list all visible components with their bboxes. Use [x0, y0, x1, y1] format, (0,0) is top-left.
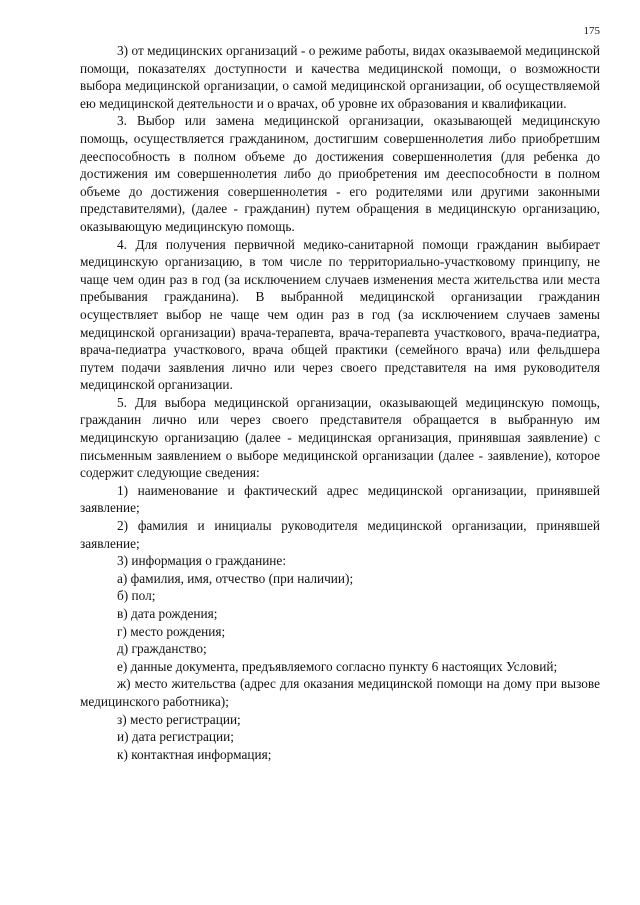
- list-item-g: г) место рождения;: [117, 623, 226, 639]
- list-item-b: б) пол;: [117, 588, 156, 604]
- list-item-1: 1) наименование и фактический адрес медицинской организации, принявшей заявление;: [80, 482, 600, 516]
- paragraph-section-5: 5. Для выбора медицинской организации, оказывающей медицинскую помощь, гражданин лично или через своего представителя обращается в выбранную им медицинскую организацию (далее - медицинская организация, принявшая заявление) с письменным заявлением о выборе медицинской организации (далее - заявление), которое содержит следующие сведения:: [80, 394, 600, 481]
- list-item-zh: ж) место жительства (адрес для оказания медицинской помощи на дому при вызове медицинского работника);: [80, 676, 600, 709]
- paragraph-info-item-3: 3) от медицинских организаций - о режиме работы, видах оказываемой медицинской помощи, показателях доступности и качества медицинской помощи, о возможности выбора медицинской организации, о самой медицинской организации, об осуществляемой ею медицинской деятельности и о врачах, об уровне их образования и квалификации.: [80, 43, 600, 111]
- page-number: 175: [583, 25, 600, 37]
- list-item-e: е) данные документа, предъявляемого согласно пункту 6 настоящих Условий;: [117, 658, 558, 674]
- list-item-v: в) дата рождения;: [117, 606, 218, 621]
- list-item-i: и) дата регистрации;: [117, 729, 234, 745]
- list-item-z: з) место регистрации;: [117, 711, 241, 727]
- list-item-3: 3) информация о гражданине:: [117, 553, 287, 569]
- document-body: [80, 42, 600, 763]
- paragraph-section-4: 4. Для получения первичной медико-санитарной помощи гражданин выбирает медицинскую организацию, в том числе по территориально-участковому принципу, не чаще чем один раз в год (за исключением случаев изменения места жительства или места пребывания гражданина). В выбранной медицинской организации гражданин осуществляет выбор не чаще чем один раз в год (за исключением случаев замены медицинской организации) врача-терапевта, врача-терапевта участкового, врача-педиатра, врача-педиатра участкового, врача общей практики (семейного врача) или фельдшера путем подачи заявления лично или через своего представителя на имя руководителя медицинской организации.: [80, 236, 600, 393]
- list-item-a: а) фамилия, имя, отчество (при наличии);: [117, 570, 354, 586]
- list-item-2: 2) фамилия и инициалы руководителя медицинской организации, принявшей заявление;: [80, 518, 600, 551]
- list-item-d: д) гражданство;: [117, 641, 207, 657]
- list-item-k: к) контактная информация;: [117, 746, 272, 762]
- paragraph-section-3: 3. Выбор или замена медицинской организации, оказывающей медицинскую помощь, осуществляется гражданином, достигшим совершеннолетия либо приобретшим дееспособность в полном объеме до достижения совершеннолетия (для ребенка до достижения им совершеннолетия либо до приобретения им дееспособности в полном объеме до достижения совершеннолетия - его родителями или другими законными представителями), (далее - гражданин) путем обращения в медицинскую организацию, оказывающую медицинскую помощь.: [80, 113, 600, 234]
